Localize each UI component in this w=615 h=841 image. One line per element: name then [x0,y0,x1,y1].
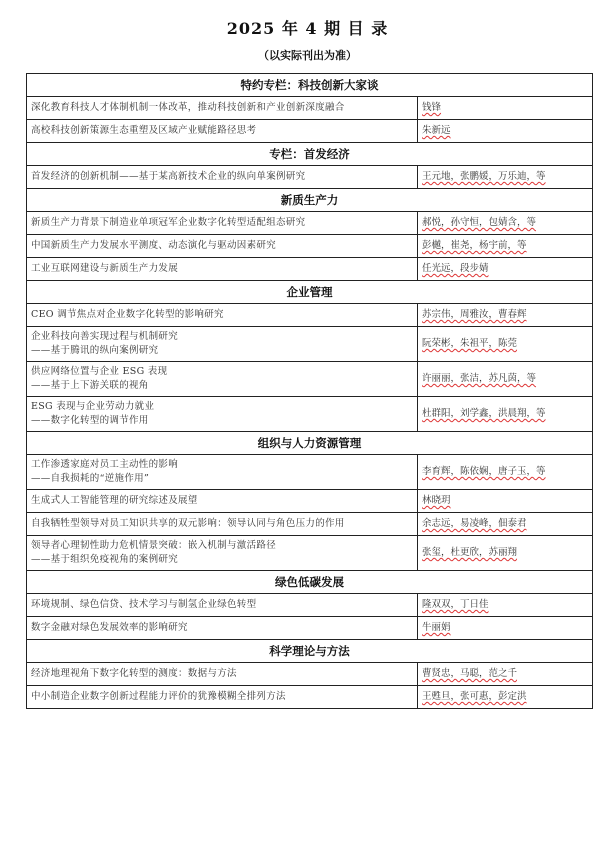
article-authors: 李育辉，陈依娴，唐子玉，等 [422,466,546,477]
section-title: 专栏：首发经济 [27,143,593,166]
article-authors-cell [418,212,593,235]
article-authors-cell [418,594,593,617]
article-row [27,490,593,513]
article-authors: 隆双双，丁日佳 [422,599,489,610]
article-title-cell [27,617,418,640]
article-authors-cell [418,513,593,536]
article-title-cell [27,120,418,143]
article-subtitle: ——自我损耗的“逆施作用” [31,473,150,484]
article-row [27,235,593,258]
article-title-cell [27,327,418,362]
article-title-cell [27,455,418,490]
section-title: 组织与人力资源管理 [27,432,593,455]
article-row [27,686,593,709]
section-header [27,281,593,304]
article-title: 中国新质生产力发展水平测度、动态演化与驱动因素研究 [31,240,277,251]
section-header [27,143,593,166]
article-row [27,120,593,143]
page-subtitle: （以实际刊出为准） [258,49,357,62]
article-title-cell [27,235,418,258]
article-authors-cell [418,235,593,258]
article-title: 首发经济的创新机制——基于某高新技术企业的纵向单案例研究 [31,171,306,182]
page-title: 2025 年 4 期 目 录 [226,19,389,38]
article-subtitle: ——数字化转型的调节作用 [31,415,149,426]
article-row [27,362,593,397]
article-title: CEO 调节焦点对企业数字化转型的影响研究 [31,309,224,320]
article-title-cell [27,362,418,397]
article-authors: 张玺，杜更欣，苏丽翔 [422,547,518,558]
article-row [27,594,593,617]
toc-body [27,74,593,709]
article-title: 自我牺牲型领导对员工知识共享的双元影响：领导认同与角色压力的作用 [31,518,345,529]
article-subtitle: ——基于组织免疫视角的案例研究 [31,554,179,565]
article-authors-cell [418,362,593,397]
article-title-cell [27,536,418,571]
article-title: 领导者心理韧性助力危机情景突破：嵌入机制与激活路径 [31,540,277,551]
article-title: 中小制造企业数字创新过程能力评价的犹豫模糊全排列方法 [31,691,286,702]
article-authors-cell [418,304,593,327]
article-authors: 钱锋 [422,102,442,113]
article-title-cell [27,513,418,536]
article-title-cell [27,490,418,513]
article-authors-cell [418,663,593,686]
article-authors: 林晓玥 [422,495,451,506]
article-authors-cell [418,617,593,640]
article-row [27,397,593,432]
article-title: 工作渗透家庭对员工主动性的影响 [31,459,179,470]
article-authors: 余志远，易凌峰，佃泰君 [422,518,527,529]
section-header [27,74,593,97]
article-authors: 彭樾，崔尧，杨宇前，等 [422,240,527,251]
article-title: 生成式人工智能管理的研究综述及展望 [31,495,198,506]
article-row [27,166,593,189]
article-subtitle: ——基于上下游关联的视角 [31,380,149,391]
article-authors-cell [418,120,593,143]
article-row [27,663,593,686]
article-authors: 牛丽娟 [422,622,451,633]
section-title: 绿色低碳发展 [27,571,593,594]
article-row [27,455,593,490]
section-header [27,432,593,455]
article-title: 深化教育科技人才体制机制一体改革，推动科技创新和产业创新深度融合 [31,102,345,113]
article-row [27,212,593,235]
section-title: 特约专栏：科技创新大家谈 [27,74,593,97]
article-title: 工业互联网建设与新质生产力发展 [31,263,179,274]
article-authors-cell [418,397,593,432]
article-title-cell [27,97,418,120]
article-authors-cell [418,455,593,490]
section-title: 科学理论与方法 [27,640,593,663]
article-authors: 阮荣彬，朱祖平，陈莞 [422,338,518,349]
article-title-cell [27,663,418,686]
article-title: ESG 表现与企业劳动力就业 [31,401,155,412]
article-authors: 朱新远 [422,125,451,136]
article-title-cell [27,594,418,617]
article-authors-cell [418,536,593,571]
article-row [27,97,593,120]
article-title-cell [27,212,418,235]
section-title: 企业管理 [27,281,593,304]
article-authors: 许丽丽，张洁，苏凡茵，等 [422,373,537,384]
article-title: 经济地理视角下数字化转型的测度：数据与方法 [31,668,237,679]
article-title-cell [27,166,418,189]
article-title-cell [27,258,418,281]
article-row [27,258,593,281]
article-title-cell [27,686,418,709]
section-header [27,640,593,663]
article-authors-cell [418,97,593,120]
article-authors: 苏宗伟，周雅汝，曹春辉 [422,309,527,320]
article-authors: 王元地，张鹏媛，万乐迪，等 [422,171,546,182]
article-authors: 杜群阳，刘学鑫，洪晨翔，等 [422,408,546,419]
article-title: 高校科技创新策源生态重塑及区域产业赋能路径思考 [31,125,257,136]
article-authors: 任光远，段步婧 [422,263,489,274]
article-authors-cell [418,258,593,281]
article-authors: 曹贤忠，马聪，范之千 [422,668,518,679]
article-authors-cell [418,490,593,513]
section-title: 新质生产力 [27,189,593,212]
article-title-cell [27,397,418,432]
article-authors: 郝悦，孙守恒，包婧含，等 [422,217,537,228]
article-row [27,536,593,571]
article-title: 新质生产力背景下制造业单项冠军企业数字化转型适配组态研究 [31,217,306,228]
article-subtitle: ——基于腾讯的纵向案例研究 [31,345,159,356]
article-title: 数字金融对绿色发展效率的影响研究 [31,622,188,633]
article-row [27,327,593,362]
article-authors-cell [418,327,593,362]
article-title-cell [27,304,418,327]
article-title: 供应网络位置与企业 ESG 表现 [31,366,168,377]
section-header [27,571,593,594]
article-row [27,304,593,327]
article-row [27,513,593,536]
section-header [27,189,593,212]
article-authors-cell [418,166,593,189]
article-title: 企业科技向善实现过程与机制研究 [31,331,179,342]
article-authors-cell [418,686,593,709]
table-of-contents [26,73,593,709]
article-authors: 王甦旦，张可惠，彭定洪 [422,691,527,702]
article-title: 环境规制、绿色信贷、技术学习与制氢企业绿色转型 [31,599,257,610]
article-row [27,617,593,640]
